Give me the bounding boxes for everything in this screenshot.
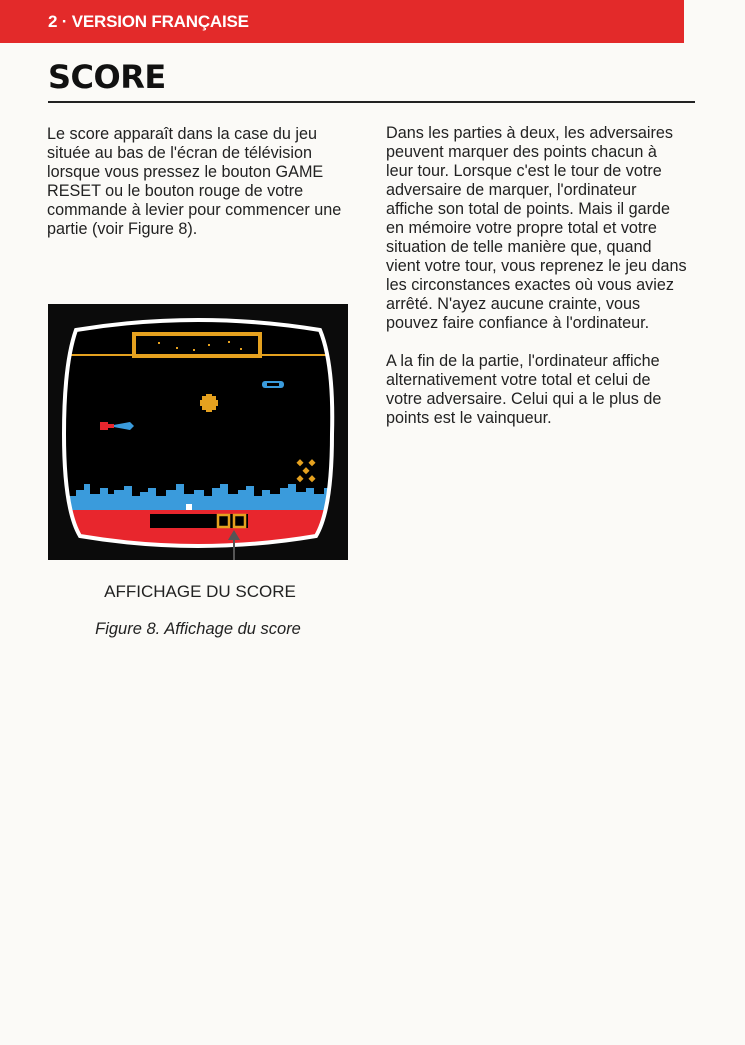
section-label: 2 · VERSION FRANÇAISE: [48, 12, 249, 31]
right-paragraph-2: A la fin de la partie, l'ordinateur affiche alternativement votre total et celui de votre adversaire. Celui qui a le plus de points est le vainqueur.: [386, 352, 662, 427]
right-paragraph-1: Dans les parties à deux, les adversaires peuvent marquer des points chacun à leur tour. Lorsque c'est le tour de votre adversaire de marquer, l'ordinateur affiche son total de points. Mais il garde en mémoire votre propre total et votre situation de telle manière que, quand vient votre tour, vous reprenez le jeu dans les circonstances exactes où vous aviez arrêté. N'ayez aucune crainte, vous pouvez faire confiance à l'ordinateur.: [386, 124, 687, 332]
tv-screen-illustration: [48, 304, 348, 560]
left-paragraph: Le score apparaît dans la case du jeu située au bas de l'écran de télévision lorsque vous pressez le bouton GAME RESET ou le bouton rouge de votre commande à levier pour commencer une partie (voir Figure 8).: [47, 125, 342, 238]
header-banner: [0, 0, 684, 43]
page-title: SCORE: [48, 58, 166, 96]
left-column: [47, 125, 347, 258]
title-divider: [48, 101, 695, 103]
star-sprite-icon: [200, 394, 218, 412]
right-column: [386, 124, 688, 447]
game-screenshot: [48, 304, 348, 560]
score-callout-label: AFFICHAGE DU SCORE: [104, 582, 296, 601]
figure-caption: Figure 8. Affichage du score: [95, 620, 301, 638]
